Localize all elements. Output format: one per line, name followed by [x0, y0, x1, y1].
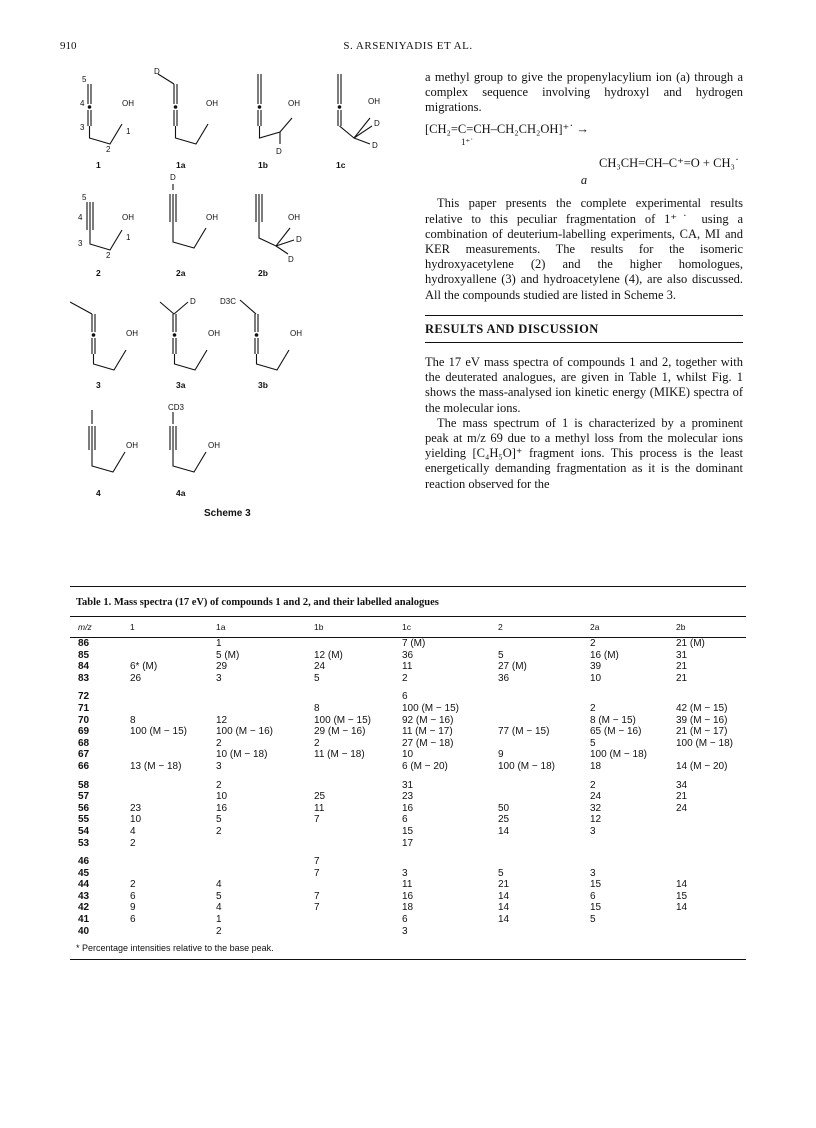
intensity-cell: [498, 691, 590, 703]
group-spacer: [70, 849, 746, 856]
intensity-cell: 9: [130, 902, 136, 914]
intensity-cell: 65 (M − 16): [590, 726, 642, 738]
header-1a: 1a: [216, 622, 226, 632]
header-1b: 1b: [314, 622, 324, 632]
table-caption: Table 1. Mass spectra (17 eV) of compounds 1 and 2, and their labelled analogues: [76, 597, 439, 608]
table-1: [70, 586, 746, 960]
intensity-cell: 12 (M): [314, 649, 343, 661]
compound-label-3: 3: [96, 380, 101, 390]
intensity-cell: 2: [216, 779, 222, 791]
table-row: [70, 738, 746, 750]
intensity-cell: 4: [216, 879, 222, 891]
intensity-cell: 3: [402, 925, 408, 937]
compound-label-1: 1: [96, 160, 101, 170]
intensity-cell: 3: [216, 760, 222, 772]
intensity-cell: [498, 780, 590, 792]
compound-label-2a: 2a: [176, 268, 186, 278]
header-1c: 1c: [402, 622, 411, 632]
mz-cell: 86: [78, 638, 90, 649]
mz-cell: 40: [78, 925, 90, 937]
intensity-cell: 14 (M − 20): [676, 760, 728, 772]
intensity-cell: 15: [676, 890, 688, 902]
mz-cell: 44: [78, 879, 90, 891]
intensity-cell: 7: [314, 856, 320, 868]
intensity-cell: [216, 691, 314, 703]
intensity-cell: [130, 749, 216, 761]
intensity-cell: [314, 638, 402, 650]
table-row: [70, 650, 746, 662]
scheme-3: [70, 62, 410, 527]
mz-cell: 54: [78, 825, 90, 837]
mz-cell: 66: [78, 760, 90, 772]
intensity-cell: [676, 856, 746, 868]
intensity-cell: 34: [676, 779, 688, 791]
intensity-cell: [676, 814, 746, 826]
header-mz: m/z: [78, 622, 92, 632]
intensity-cell: [676, 826, 746, 838]
paragraph-intro: a methyl group to give the propenylacylium ion (a) through a complex sequence involving hydroxyl and hydrogen migrations.: [425, 70, 743, 115]
intensity-cell: 21: [676, 791, 688, 803]
intensity-cell: [314, 838, 402, 850]
table-row: [70, 914, 746, 926]
intensity-cell: 24: [314, 661, 326, 673]
atom-number-2: 2: [106, 251, 111, 260]
table-row: [70, 703, 746, 715]
intensity-cell: 3: [402, 867, 408, 879]
d-label: D: [296, 235, 302, 244]
intensity-cell: [130, 638, 216, 650]
d3c-label: D3C: [220, 297, 237, 306]
table-row: [70, 879, 746, 891]
intensity-cell: 25: [498, 814, 510, 826]
intensity-cell: [130, 703, 216, 715]
compound-label-4: 4: [96, 488, 101, 498]
table-bottom-rule: [70, 959, 746, 960]
intensity-cell: [676, 926, 746, 938]
compound-label-1b: 1b: [258, 160, 268, 170]
header-2b: 2b: [676, 622, 686, 632]
intensity-cell: 31: [402, 779, 414, 791]
atom-number-2: 2: [106, 145, 111, 154]
intensity-cell: 21: [498, 879, 510, 891]
intensity-cell: 10: [590, 672, 602, 684]
table-row: [70, 791, 746, 803]
intensity-cell: [216, 856, 314, 868]
intensity-cell: [676, 914, 746, 926]
table-body: [70, 638, 746, 937]
table-row: [70, 749, 746, 761]
intensity-cell: 11: [402, 661, 413, 673]
intensity-cell: 12: [590, 814, 602, 826]
table-row: [70, 691, 746, 703]
mz-cell: 83: [78, 672, 90, 684]
intensity-cell: 5: [314, 672, 320, 684]
intensity-cell: 5: [216, 814, 222, 826]
table-row: [70, 638, 746, 650]
intensity-cell: 6: [130, 890, 136, 902]
atom-number-1: 1: [126, 233, 131, 242]
mz-cell: 58: [78, 779, 90, 791]
mz-cell: 55: [78, 814, 90, 826]
table-row: [70, 814, 746, 826]
equation-product-label: a: [580, 173, 588, 188]
intensity-cell: 2: [590, 638, 596, 649]
intensity-cell: [402, 856, 498, 868]
intensity-cell: 8 (M − 15): [590, 714, 636, 726]
oh-label: OH: [288, 99, 300, 108]
oh-label: OH: [288, 213, 300, 222]
intensity-cell: 6: [590, 890, 596, 902]
oh-label: OH: [206, 99, 218, 108]
intensity-cell: 14: [498, 914, 510, 926]
intensity-cell: 8: [314, 702, 320, 714]
table-footnote: * Percentage intensities relative to the base peak.: [76, 943, 274, 954]
intensity-cell: 5: [590, 914, 596, 926]
equation-reactant-label: 1⁺˙: [461, 136, 474, 147]
table-header-row: [70, 617, 746, 638]
intensity-cell: 6: [402, 814, 408, 826]
intensity-cell: 31: [676, 649, 688, 661]
intensity-cell: 5: [498, 867, 504, 879]
mz-cell: 57: [78, 791, 90, 803]
intensity-cell: 4: [130, 825, 136, 837]
scheme-caption: Scheme 3: [204, 508, 251, 519]
intensity-cell: 18: [590, 760, 602, 772]
mz-cell: 43: [78, 890, 90, 902]
intensity-cell: 7: [314, 867, 320, 879]
atom-number-3: 3: [80, 123, 85, 132]
intensity-cell: [130, 691, 216, 703]
intensity-cell: [590, 838, 676, 850]
intensity-cell: [676, 749, 746, 761]
intensity-cell: 16: [216, 802, 228, 814]
intensity-cell: 29 (M − 16): [314, 726, 366, 738]
intensity-cell: [498, 715, 590, 727]
intensity-cell: 3: [216, 672, 222, 684]
intensity-cell: 21: [676, 661, 688, 673]
paragraph-4: The mass spectrum of 1 is characterized by a prominent peak at m/z 69 due to a methyl loss from the molecular ions yielding [C₄H₅O]⁺ fragment ions. This process is the least energetically demanding fragmentation as it is the dominant reaction observed for the: [425, 415, 743, 491]
oh-label: OH: [206, 213, 218, 222]
table-row: [70, 780, 746, 792]
intensity-cell: 11: [402, 879, 413, 891]
intensity-cell: [590, 856, 676, 868]
oh-label: OH: [208, 329, 220, 338]
mz-cell: 56: [78, 802, 90, 814]
intensity-cell: 39: [590, 661, 602, 673]
intensity-cell: [216, 703, 314, 715]
intensity-cell: 32: [590, 802, 602, 814]
equation-products: CH₃CH=CH–C⁺=O + CH₃˙: [599, 156, 739, 171]
compound-label-2b: 2b: [258, 268, 268, 278]
intensity-cell: 2: [216, 925, 222, 937]
d-label: D: [170, 173, 176, 182]
table-row: [70, 761, 746, 773]
intensity-cell: [590, 926, 676, 938]
d-label: D: [190, 297, 196, 306]
mz-cell: 85: [78, 649, 90, 661]
paragraph-3: The 17 eV mass spectra of compounds 1 and 2, together with the deuterated analogues, are given in Table 1, whilst Fig. 1 shows the mass-analysed ion kinetic energy (MIKE) spectra of the molecular ions.: [425, 355, 743, 415]
intensity-cell: 6* (M): [130, 661, 158, 673]
intensity-cell: 16: [402, 890, 414, 902]
table-row: [70, 715, 746, 727]
intensity-cell: 1: [216, 914, 222, 926]
intensity-cell: [314, 826, 402, 838]
oh-label: OH: [290, 329, 302, 338]
intensity-cell: 6: [402, 914, 408, 926]
intensity-cell: [130, 780, 216, 792]
atom-number-5: 5: [82, 193, 87, 202]
paragraph-2: This paper presents the complete experimental results relative to this peculiar fragmentation of 1⁺˙ using a combination of deuterium-labelling experiments, CA, MI and KER measurements. The results for the isomeric hydroxyacetylene (2) and the higher homologues, hydroxyallene (3) and hydroacetylene (4), are also discussed. All the compounds studied are listed in Scheme 3.: [425, 196, 743, 302]
intensity-cell: [676, 691, 746, 703]
oh-label: OH: [368, 97, 380, 106]
running-head: S. ARSENIYADIS ET AL.: [343, 40, 473, 52]
intensity-cell: [676, 868, 746, 880]
intensity-cell: [216, 868, 314, 880]
intensity-cell: 25: [314, 791, 326, 803]
table-row: [70, 661, 746, 673]
heading-rule: [425, 315, 743, 316]
mz-cell: 70: [78, 714, 90, 726]
intensity-cell: 1: [216, 638, 222, 649]
intensity-cell: [498, 638, 590, 650]
intensity-cell: 17: [402, 837, 414, 849]
intensity-cell: 15: [590, 902, 602, 914]
intensity-cell: 100 (M − 15): [314, 714, 371, 726]
mz-cell: 42: [78, 902, 90, 914]
intensity-cell: 100 (M − 18): [590, 749, 647, 761]
intensity-cell: 2: [216, 737, 222, 749]
table-top-rule: [70, 586, 746, 587]
intensity-cell: [498, 738, 590, 750]
header-1: 1: [130, 622, 135, 632]
group-spacer: [70, 773, 746, 780]
intensity-cell: 16: [402, 802, 414, 814]
compound-label-3a: 3a: [176, 380, 186, 390]
intensity-cell: [130, 650, 216, 662]
d-label: D: [288, 255, 294, 264]
intensity-cell: [130, 856, 216, 868]
intensity-cell: 2: [590, 779, 596, 791]
mz-cell: 84: [78, 661, 90, 673]
intensity-cell: 6: [402, 691, 408, 703]
intensity-cell: 6: [130, 914, 136, 926]
intensity-cell: 11: [314, 802, 325, 814]
intensity-cell: 50: [498, 802, 510, 814]
mz-cell: 71: [78, 702, 90, 714]
intensity-cell: [590, 691, 676, 703]
intensity-cell: 7: [314, 890, 320, 902]
mz-cell: 41: [78, 914, 90, 926]
intensity-cell: 3: [590, 825, 596, 837]
intensity-cell: 7 (M): [402, 638, 426, 649]
d-label: D: [372, 141, 378, 150]
mz-cell: 67: [78, 749, 90, 761]
intensity-cell: 100 (M − 15): [130, 726, 187, 738]
oh-label: OH: [122, 99, 134, 108]
intensity-cell: 21 (M): [676, 638, 705, 649]
mz-cell: 46: [78, 856, 90, 868]
heading-rule: [425, 342, 743, 343]
oh-label: OH: [208, 441, 220, 450]
intensity-cell: 10 (M − 18): [216, 749, 268, 761]
intensity-cell: 2: [314, 737, 320, 749]
intensity-cell: [314, 780, 402, 792]
intensity-cell: 4: [216, 902, 222, 914]
intensity-cell: 5 (M): [216, 649, 240, 661]
scheme-structures: [70, 62, 410, 522]
intensity-cell: [498, 856, 590, 868]
intensity-cell: 29: [216, 661, 228, 673]
intensity-cell: 7: [314, 814, 320, 826]
group-spacer: [70, 684, 746, 691]
compound-label-3b: 3b: [258, 380, 268, 390]
intensity-cell: 2: [130, 879, 136, 891]
intensity-cell: 36: [498, 672, 510, 684]
intensity-cell: 13 (M − 18): [130, 760, 182, 772]
intensity-cell: [314, 926, 402, 938]
header-2a: 2a: [590, 622, 600, 632]
table-row: [70, 856, 746, 868]
intensity-cell: 14: [498, 902, 510, 914]
intensity-cell: [130, 926, 216, 938]
table-row: [70, 673, 746, 685]
intensity-cell: 14: [498, 890, 510, 902]
table-row: [70, 726, 746, 738]
intensity-cell: 16 (M): [590, 649, 619, 661]
mz-cell: 53: [78, 837, 90, 849]
atom-number-5: 5: [82, 75, 87, 84]
table-row: [70, 803, 746, 815]
intensity-cell: 77 (M − 15): [498, 726, 550, 738]
mz-cell: 72: [78, 691, 90, 703]
mz-cell: 45: [78, 867, 90, 879]
intensity-cell: 14: [676, 879, 688, 891]
intensity-cell: 42 (M − 15): [676, 702, 728, 714]
intensity-cell: 2: [590, 702, 596, 714]
oh-label: OH: [126, 329, 138, 338]
table-row: [70, 926, 746, 938]
section-heading: RESULTS AND DISCUSSION: [425, 321, 599, 336]
intensity-cell: 14: [676, 902, 688, 914]
intensity-cell: 10: [216, 791, 228, 803]
intensity-cell: [498, 838, 590, 850]
intensity-cell: 3: [590, 867, 596, 879]
intensity-cell: 100 (M − 15): [402, 702, 459, 714]
intensity-cell: 21: [676, 672, 688, 684]
table-row: [70, 891, 746, 903]
intensity-cell: 10: [402, 749, 414, 761]
atom-number-4: 4: [80, 99, 85, 108]
intensity-cell: 5: [590, 737, 596, 749]
table-row: [70, 902, 746, 914]
atom-number-3: 3: [78, 239, 83, 248]
mz-cell: 68: [78, 737, 90, 749]
compound-label-1c: 1c: [336, 160, 346, 170]
page-number: 910: [60, 40, 77, 52]
intensity-cell: 36: [402, 649, 414, 661]
intensity-cell: [314, 879, 402, 891]
oh-label: OH: [126, 441, 138, 450]
intensity-cell: 18: [402, 902, 414, 914]
oh-label: OH: [122, 213, 134, 222]
intensity-cell: [498, 926, 590, 938]
compound-label-1a: 1a: [176, 160, 186, 170]
compound-label-4a: 4a: [176, 488, 186, 498]
equation-reactant: [CH₂=C=CH–CH₂CH₂OH]⁺˙ →: [425, 121, 589, 136]
intensity-cell: 12: [216, 714, 228, 726]
intensity-cell: 2: [130, 837, 136, 849]
intensity-cell: 27 (M − 18): [402, 737, 454, 749]
atom-number-1: 1: [126, 127, 131, 136]
intensity-cell: 8: [130, 714, 136, 726]
table-row: [70, 826, 746, 838]
right-column: [425, 70, 743, 492]
intensity-cell: 27 (M): [498, 661, 527, 673]
intensity-cell: 2: [402, 672, 408, 684]
intensity-cell: [498, 703, 590, 715]
header-2: 2: [498, 622, 503, 632]
intensity-cell: 5: [498, 649, 504, 661]
intensity-cell: [676, 838, 746, 850]
d-label: D: [374, 119, 380, 128]
intensity-cell: 7: [314, 902, 320, 914]
table-row: [70, 868, 746, 880]
intensity-cell: 6 (M − 20): [402, 760, 448, 772]
intensity-cell: [314, 761, 402, 773]
intensity-cell: 23: [402, 791, 414, 803]
d-label: D: [276, 147, 282, 156]
intensity-cell: [130, 868, 216, 880]
intensity-cell: [314, 914, 402, 926]
intensity-cell: [216, 838, 314, 850]
mass-spectra-table: [70, 617, 746, 937]
intensity-cell: [130, 738, 216, 750]
intensity-cell: 100 (M − 16): [216, 726, 273, 738]
intensity-cell: 14: [498, 825, 510, 837]
intensity-cell: 2: [216, 825, 222, 837]
intensity-cell: 39 (M − 16): [676, 714, 728, 726]
table-row: [70, 838, 746, 850]
intensity-cell: 24: [590, 791, 602, 803]
intensity-cell: 15: [402, 825, 414, 837]
intensity-cell: [314, 691, 402, 703]
intensity-cell: [130, 791, 216, 803]
intensity-cell: 23: [130, 802, 142, 814]
intensity-cell: 92 (M − 16): [402, 714, 454, 726]
intensity-cell: 9: [498, 749, 504, 761]
compound-label-2: 2: [96, 268, 101, 278]
atom-number-4: 4: [78, 213, 83, 222]
intensity-cell: 11 (M − 18): [314, 749, 365, 761]
intensity-cell: 24: [676, 802, 688, 814]
cd3-label: CD3: [168, 403, 185, 412]
intensity-cell: 26: [130, 672, 142, 684]
intensity-cell: 11 (M − 17): [402, 726, 453, 738]
intensity-cell: 15: [590, 879, 602, 891]
intensity-cell: 21 (M − 17): [676, 726, 728, 738]
intensity-cell: 100 (M − 18): [676, 737, 733, 749]
intensity-cell: 100 (M − 18): [498, 760, 555, 772]
intensity-cell: [498, 791, 590, 803]
intensity-cell: 5: [216, 890, 222, 902]
intensity-cell: 10: [130, 814, 142, 826]
d-label: D: [154, 67, 160, 76]
mz-cell: 69: [78, 726, 90, 738]
